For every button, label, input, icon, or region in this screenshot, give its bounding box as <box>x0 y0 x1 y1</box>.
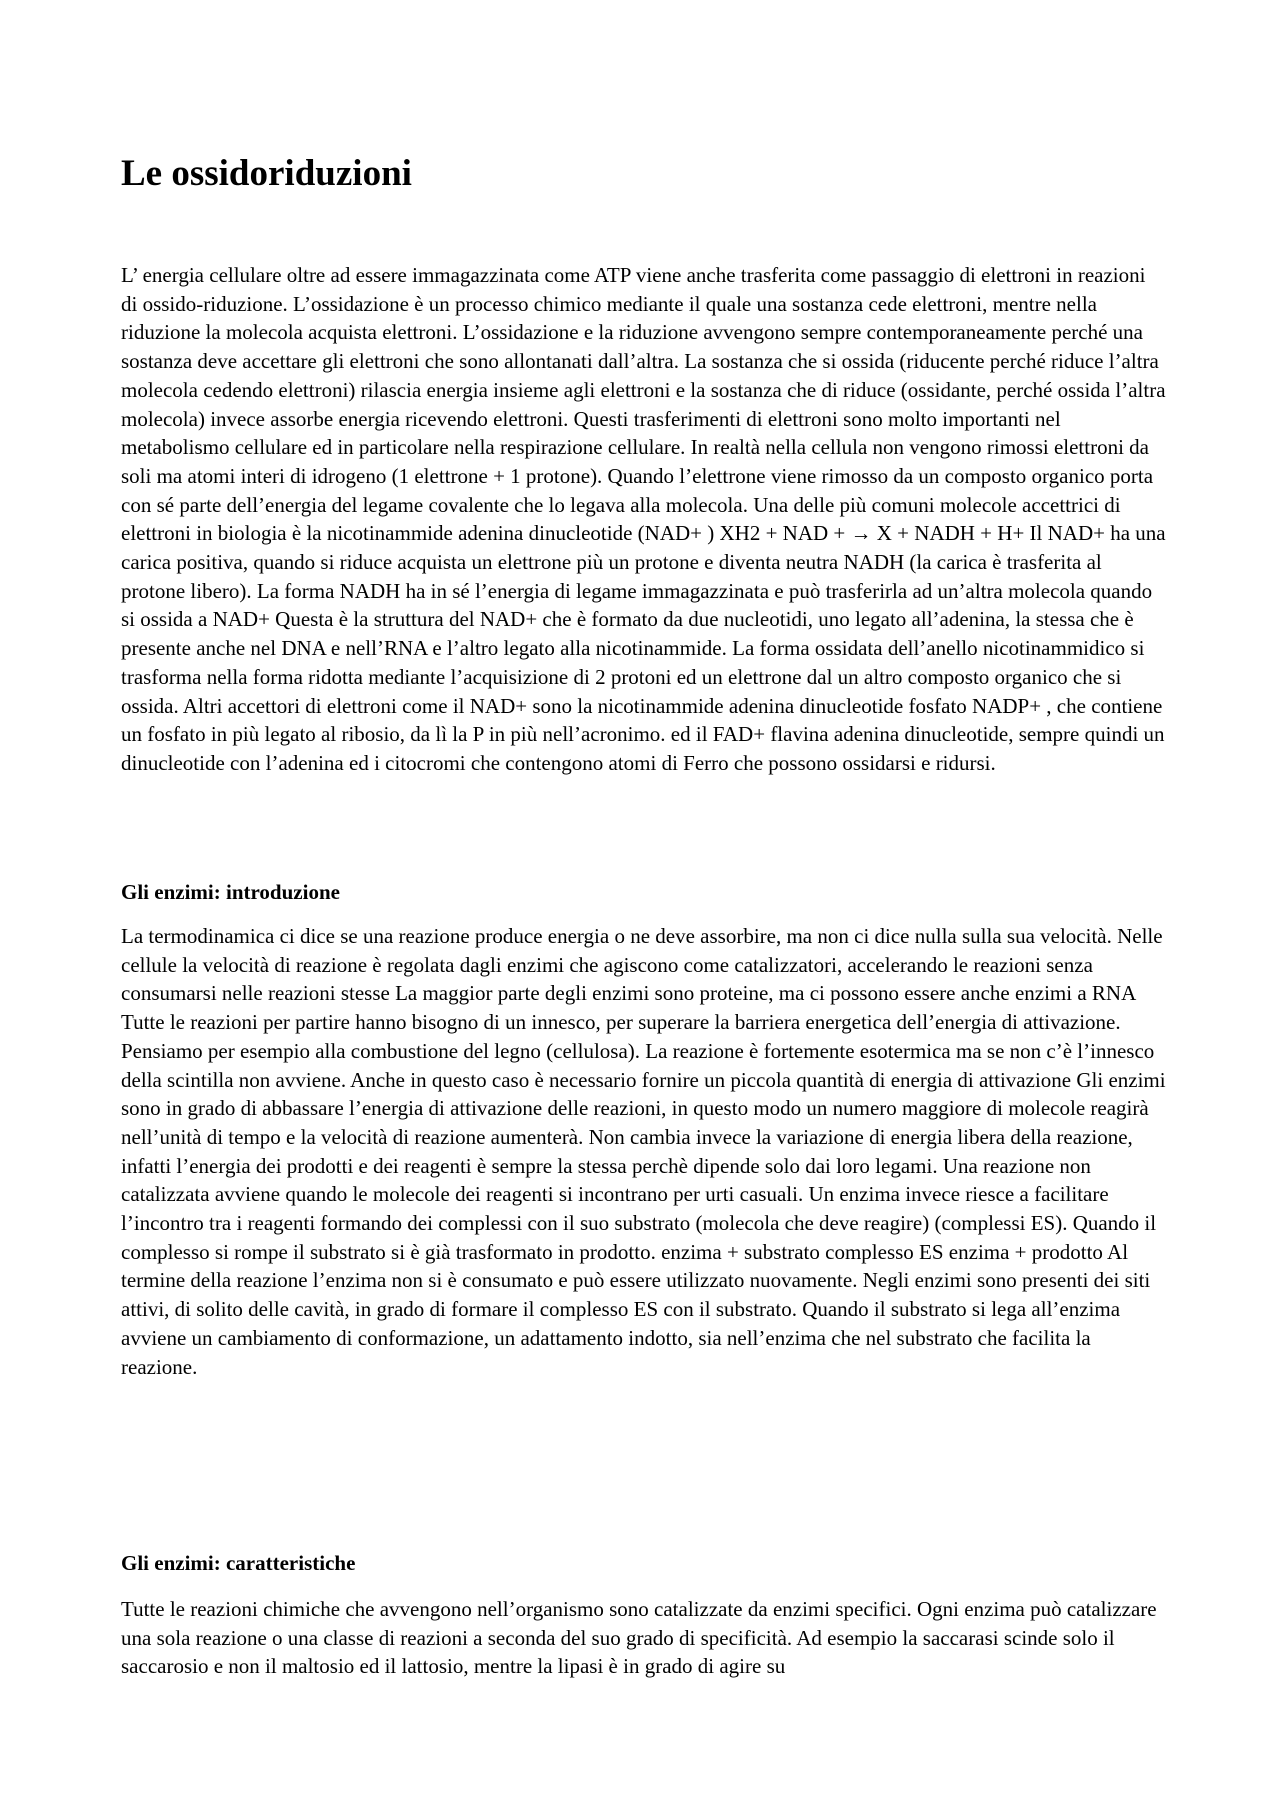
paragraph-enzimi-introduzione: La termodinamica ci dice se una reazione produce energia o ne deve assorbire, ma non ci dice nulla sulla sua velocità. Nelle cellule la velocità di reazione è regolata dagli enzimi che agiscono come catalizzatori, accelerando le reazioni senza consumarsi nelle reazioni stesse La maggior parte degli enzimi sono proteine, ma ci possono essere anche enzimi a RNA Tutte le reazioni per partire hanno bisogno di un innesco, per superare la barriera energetica dell’energia di attivazione. Pensiamo per esempio alla combustione del legno (cellulosa). La reazione è fortemente esotermica ma se non c’è l’innesco della scintilla non avviene. Anche in questo caso è necessario fornire un piccola quantità di energia di attivazione Gli enzimi sono in grado di abbassare l’energia di attivazione delle reazioni, in questo modo un numero maggiore di molecole reagirà nell’unità di tempo e la velocità di reazione aumenterà. Non cambia invece la variazione di energia libera della reazione, infatti l’energia dei prodotti e dei reagenti è sempre la stessa perchè dipende solo dai loro legami. Una reazione non catalizzata avviene quando le molecole dei reagenti si incontrano per urti casuali. Un enzima invece riesce a facilitare l’incontro tra i reagenti formando dei complessi con il suo substrato (molecola che deve reagire) (complessi ES). Quando il complesso si rompe il substrato si è già trasformato in prodotto. enzima + substrato complesso ES enzima + prodotto Al termine della reazione l’enzima non si è consumato e può essere utilizzato nuovamente. Negli enzimi sono presenti dei siti attivi, di solito delle cavità, in grado di formare il complesso ES con il substrato. Quando il substrato si lega all’enzima avviene un cambiamento di conformazione, un adattamento indotto, sia nell’enzima che nel substrato che facilita la reazione. <box>121 924 1166 1379</box>
paragraph-enzimi-caratteristiche: Tutte le reazioni chimiche che avvengono nell’organismo sono catalizzate da enzimi specifici. Ogni enzima può catalizzare una sola reazione o una classe di reazioni a seconda del suo grado di specificità. Ad esempio la saccarasi scinde solo il saccarosio e non il maltosio ed il lattosio, mentre la lipasi è in grado di agire su <box>121 1597 1157 1679</box>
heading-enzimi-introduzione: Gli enzimi: introduzione <box>121 880 340 904</box>
paragraph-ossidoriduzioni: L’ energia cellulare oltre ad essere immagazzinata come ATP viene anche trasferita come passaggio di elettroni in reazioni di ossido-riduzione. L’ossidazione è un processo chimico mediante il quale una sostanza cede elettroni, mentre nella riduzione la molecola acquista elettroni. L’ossidazione e la riduzione avvengono sempre contemporaneamente perché una sostanza deve accettare gli elettroni che sono allontanati dall’altra. La sostanza che si ossida (riducente perché riduce l’altra molecola cedendo elettroni) rilascia energia insieme agli elettroni e la sostanza che di riduce (ossidante, perché ossida l’altra molecola) invece assorbe energia ricevendo elettroni. Questi trasferimenti di elettroni sono molto importanti nel metabolismo cellulare ed in particolare nella respirazione cellulare. In realtà nella cellula non vengono rimossi elettroni da soli ma atomi interi di idrogeno (1 elettrone + 1 protone). Quando l’elettrone viene rimosso da un composto organico porta con sé parte dell’energia del legame covalente che lo legava alla molecola. Una delle più comuni molecole accettrici di elettroni in biologia è la nicotinammide adenina dinucleotide (NAD+ ) XH2 + NAD + → X + NADH + H+ Il NAD+ ha una carica positiva, quando si riduce acquista un elettrone più un protone e diventa neutra NADH (la carica è trasferita al protone libero). La forma NADH ha in sé l’energia di legame immagazzinata e può trasferirla ad un’altra molecola quando si ossida a NAD+ Questa è la struttura del NAD+ che è formato da due nucleotidi, uno legato all’adenina, la stessa che è presente anche nel DNA e nell’RNA e l’altro legato alla nicotinammide. La forma ossidata dell’anello nicotinammidico si trasforma nella forma ridotta mediante l’acquisizione di 2 protoni ed un elettrone dal un altro composto organico che si ossida. Altri accettori di elettroni come il NAD+ sono la nicotinammide adenina dinucleotide fosfato NADP+ , che contiene un fosfato in più legato al ribosio, da lì la P in più nell’acronimo. ed il FAD+ flavina adenina dinucleotide, sempre quindi un dinucleotide con l’adenina ed i citocromi che contengono atomi di Ferro che possono ossidarsi e ridursi. <box>121 263 1166 775</box>
heading-enzimi-caratteristiche: Gli enzimi: caratteristiche <box>121 1551 356 1575</box>
document-title: Le ossidoriduzioni <box>121 153 412 194</box>
